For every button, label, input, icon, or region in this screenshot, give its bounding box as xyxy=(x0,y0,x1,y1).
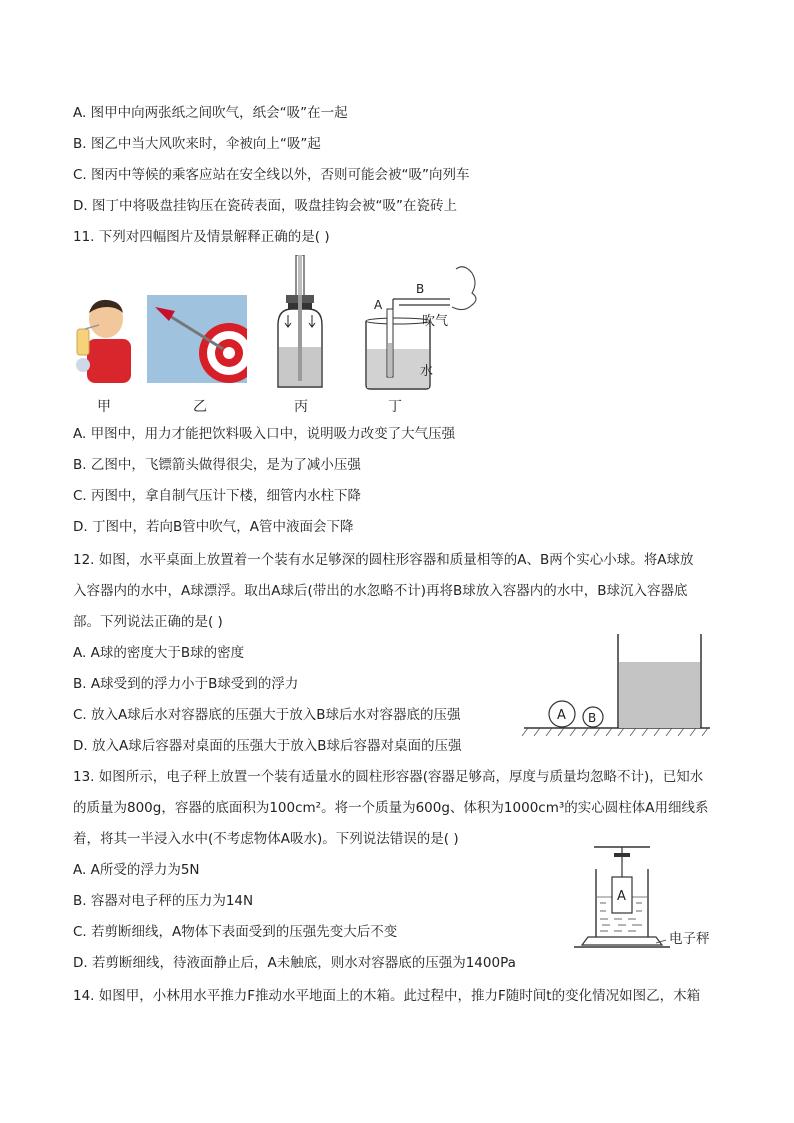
q13-option-b: B. 容器对电子秤的压力为14N xyxy=(73,893,254,909)
q12-stem-line3: 部。下列说法正确的是( ) xyxy=(73,614,223,630)
q10-option-a: A. 图甲中向两张纸之间吹气，纸会“吸”在一起 xyxy=(73,105,348,121)
q10-option-c: C. 图丙中等候的乘客应站在安全线以外，否则可能会被“吸”向列车 xyxy=(73,167,470,183)
q13-stem-line3: 着，将其一半浸入水中(不考虑物体A吸水)。下列说法错误的是( ) xyxy=(73,831,459,847)
q11-figure-jia xyxy=(73,295,135,385)
q12-figure xyxy=(520,632,712,738)
q13-stem-line1: 13. 如图所示，电子秤上放置一个装有适量水的圆柱形容器(容器足够高，厚度与质量均忽略不计)，已知水 xyxy=(73,769,704,785)
q12-stem-line1: 12. 如图，水平桌面上放置着一个装有水足够深的圆柱形容器和质量相等的A、B两个实心小球。将A球放 xyxy=(73,552,694,568)
q12-stem-line2: 入容器内的水中，A球漂浮。取出A球后(带出的水忽略不计)再将B球放入容器内的水中，B球沉入容器底 xyxy=(73,583,688,599)
caption-yi: 乙 xyxy=(193,399,207,415)
q11-option-b: B. 乙图中，飞镖箭头做得很尖，是为了减小压强 xyxy=(73,457,361,473)
q12-option-b: B. A球受到的浮力小于B球受到的浮力 xyxy=(73,676,299,692)
q11-option-c: C. 丙图中，拿自制气压计下楼，细管内水柱下降 xyxy=(73,488,362,504)
scale-label: 电子秤 xyxy=(669,931,710,947)
q11-stem: 11. 下列对四幅图片及情景解释正确的是( ) xyxy=(73,229,330,245)
block-a-label: A xyxy=(617,889,626,904)
q12-option-c: C. 放入A球后水对容器底的压强大于放入B球后水对容器底的压强 xyxy=(73,707,461,723)
q12-option-a: A. A球的密度大于B球的密度 xyxy=(73,645,245,661)
q12-option-d: D. 放入A球后容器对桌面的压强大于放入B球后容器对桌面的压强 xyxy=(73,738,462,754)
tube-b-label: B xyxy=(416,282,425,296)
blow-label: 吹气 xyxy=(422,314,449,329)
q11-option-d: D. 丁图中，若向B管中吹气，A管中液面会下降 xyxy=(73,519,354,535)
water-label: 水 xyxy=(420,364,434,379)
q13-stem-line2: 的质量为800g，容器的底面积为100cm²。将一个质量为600g、体积为1000cm³的实心圆柱体A用细线系 xyxy=(73,800,709,816)
tube-a-label: A xyxy=(374,298,383,312)
ball-a-label: A xyxy=(557,708,566,723)
caption-ding: 丁 xyxy=(388,399,402,415)
caption-jia: 甲 xyxy=(97,399,111,415)
q10-option-b: B. 图乙中当大风吹来时，伞被向上“吸”起 xyxy=(73,136,321,152)
q13-option-c: C. 若剪断细线，A物体下表面受到的压强先变大后不变 xyxy=(73,924,398,940)
q14-stem: 14. 如图甲，小林用水平推力F推动水平地面上的木箱。此过程中，推力F随时间t的变化情况如图乙，木箱 xyxy=(73,988,701,1004)
q13-option-a: A. A所受的浮力为5N xyxy=(73,862,200,878)
q11-figure-yi xyxy=(147,295,247,383)
q13-option-d: D. 若剪断细线，待液面静止后，A未触底，则水对容器底的压强为1400Pa xyxy=(73,955,516,971)
caption-bing: 丙 xyxy=(294,399,308,415)
ball-b-label: B xyxy=(588,711,597,725)
q11-option-a: A. 甲图中，用力才能把饮料吸入口中，说明吸力改变了大气压强 xyxy=(73,426,456,442)
q10-option-d: D. 图丁中将吸盘挂钩压在瓷砖表面，吸盘挂钩会被“吸”在瓷砖上 xyxy=(73,198,457,214)
q11-figure-ding xyxy=(360,263,490,393)
q11-figure-bing xyxy=(274,255,336,390)
